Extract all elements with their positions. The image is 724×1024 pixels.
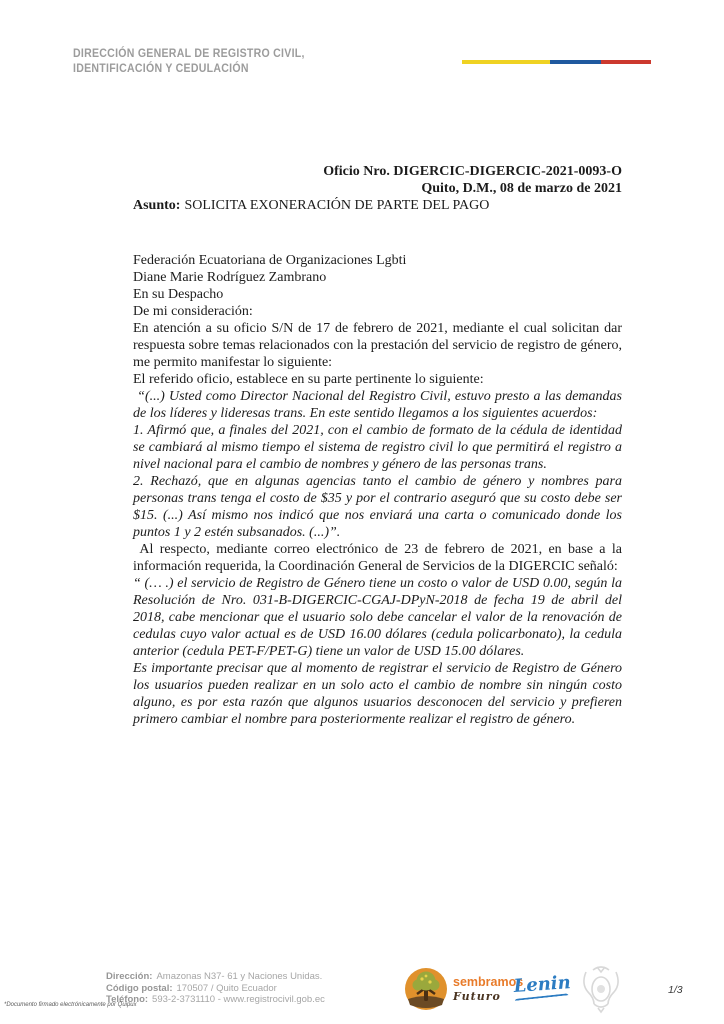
postal-value: 170507 / Quito Ecuador — [176, 982, 277, 994]
lenin-signature-text: Lenin — [512, 972, 572, 998]
ecuador-flag-line — [462, 60, 651, 64]
futuro-word: Futuro — [453, 989, 501, 1003]
flag-yellow-segment — [462, 60, 550, 64]
footer-contact-block — [106, 971, 325, 1006]
paragraph-response: Al respecto, mediante correo electrónico de 23 de febrero de 2021, en base a la información requerida, la Coordinación General de Servicios de la DIGERCIC señaló: — [133, 542, 622, 574]
quote-paragraph-2: 1. Afirmó que, a finales del 2021, con el cambio de formato de la cédula de identidad se cambiará al mismo tiempo el sistema de registro civil lo que permitirá el registro a nivel nacional para el cambio de nombres y género de las personas trans. — [133, 423, 622, 472]
lenin-signature-logo — [513, 972, 573, 1008]
header-org-name — [73, 46, 305, 76]
quote-paragraph-5: Es importante precisar que al momento de registrar el servicio de Registro de Género los usuarios pueden realizar en un solo acto el cambio de nombre sin ningún costo alguno, es por esta razón que algunos usuarios desconocen del servicio y prefieren primero cambiar el nombre para posteriormente realizar el registro de género. — [133, 661, 622, 727]
date-line: Quito, D.M., 08 de marzo de 2021 — [421, 181, 622, 196]
letter-body — [133, 163, 622, 728]
quote-paragraph-1: “(...) Usted como Director Nacional del Registro Civil, estuvo presto a las demandas de los líderes y lideresas trans. En este sentido llegamos a los siguientes acuerdos: — [133, 389, 622, 421]
quote-paragraph-4: “ (… .) el servicio de Registro de Género tiene un costo o valor de USD 0.00, según la Resolución de Nro. 031-B-DIGERCIC-CGAJ-DPyN-2018 de fecha 19 de abril del 2018, cabe mencionar que el usuario solo debe cancelar el valor de la renovación de cedulas cuyo valor actual es de USD 16.00 dólares (cedula policarbonato), la cedula anterior (cedula PET-F/PET-G) tiene un valor de USD 15.00 dólares. — [133, 576, 622, 659]
phone-label: Teléfono: — [106, 994, 149, 1005]
org-name-line1: DIRECCIÓN GENERAL DE REGISTRO CIVIL, — [73, 46, 305, 60]
paragraph-reference: El referido oficio, establece en su parte pertinente lo siguiente: — [133, 372, 484, 387]
flag-blue-segment — [550, 60, 601, 64]
salutation: De mi consideración: — [133, 304, 253, 319]
address-label: Dirección: — [106, 971, 153, 982]
paragraph-intro: En atención a su oficio S/N de 17 de febrero de 2021, mediante el cual solicitan dar respuesta sobre temas relacionados con la prestación del servicio de registro de género, me permito manifestar lo siguiente: — [133, 321, 622, 370]
subject-label: Asunto: — [133, 198, 181, 213]
sembramos-word: sembramos — [453, 975, 524, 990]
electronic-signature-note: *Documento firmado electrónicamente por Quipux — [4, 1001, 137, 1008]
address-value: Amazonas N37- 61 y Naciones Unidas. — [156, 971, 323, 982]
flag-red-segment — [601, 60, 651, 64]
ecuador-coat-of-arms-icon — [578, 962, 624, 1014]
recipient-office: En su Despacho — [133, 287, 224, 302]
postal-label: Código postal: — [106, 982, 173, 994]
page-indicator: 1/3 — [668, 984, 683, 996]
subject-text: SOLICITA EXONERACIÓN DE PARTE DEL PAGO — [184, 198, 490, 213]
recipient-organization: Federación Ecuatoriana de Organizaciones Lgbti — [133, 253, 407, 268]
sembramos-futuro-logo — [404, 966, 524, 1012]
oficio-number: Oficio Nro. DIGERCIC-DIGERCIC-2021-0093-O — [323, 164, 622, 179]
org-name-line2: IDENTIFICACIÓN Y CEDULACIÓN — [73, 61, 249, 75]
recipient-block — [133, 252, 622, 303]
recipient-name: Diane Marie Rodríguez Zambrano — [133, 270, 327, 285]
footer-address-line — [106, 971, 325, 983]
quote-paragraph-3: 2. Rechazó, que en algunas agencias tanto el cambio de género y nombres para personas trans tenga el costo de $35 y por el contrario aseguró que su costo debe ser $15. (...) Así mismo nos indicó que nos enviará una carta o comunicado donde los puntos 1 y 2 estén subsanados. (...)”. — [133, 474, 622, 540]
phone-value: 593-2-3731110 - www.registrocivil.gob.ec — [152, 994, 325, 1005]
footer-phone-line — [106, 994, 325, 1006]
footer-postal-line — [106, 983, 325, 995]
sembramos-tree-icon — [404, 967, 448, 1011]
subject-line — [133, 197, 622, 214]
